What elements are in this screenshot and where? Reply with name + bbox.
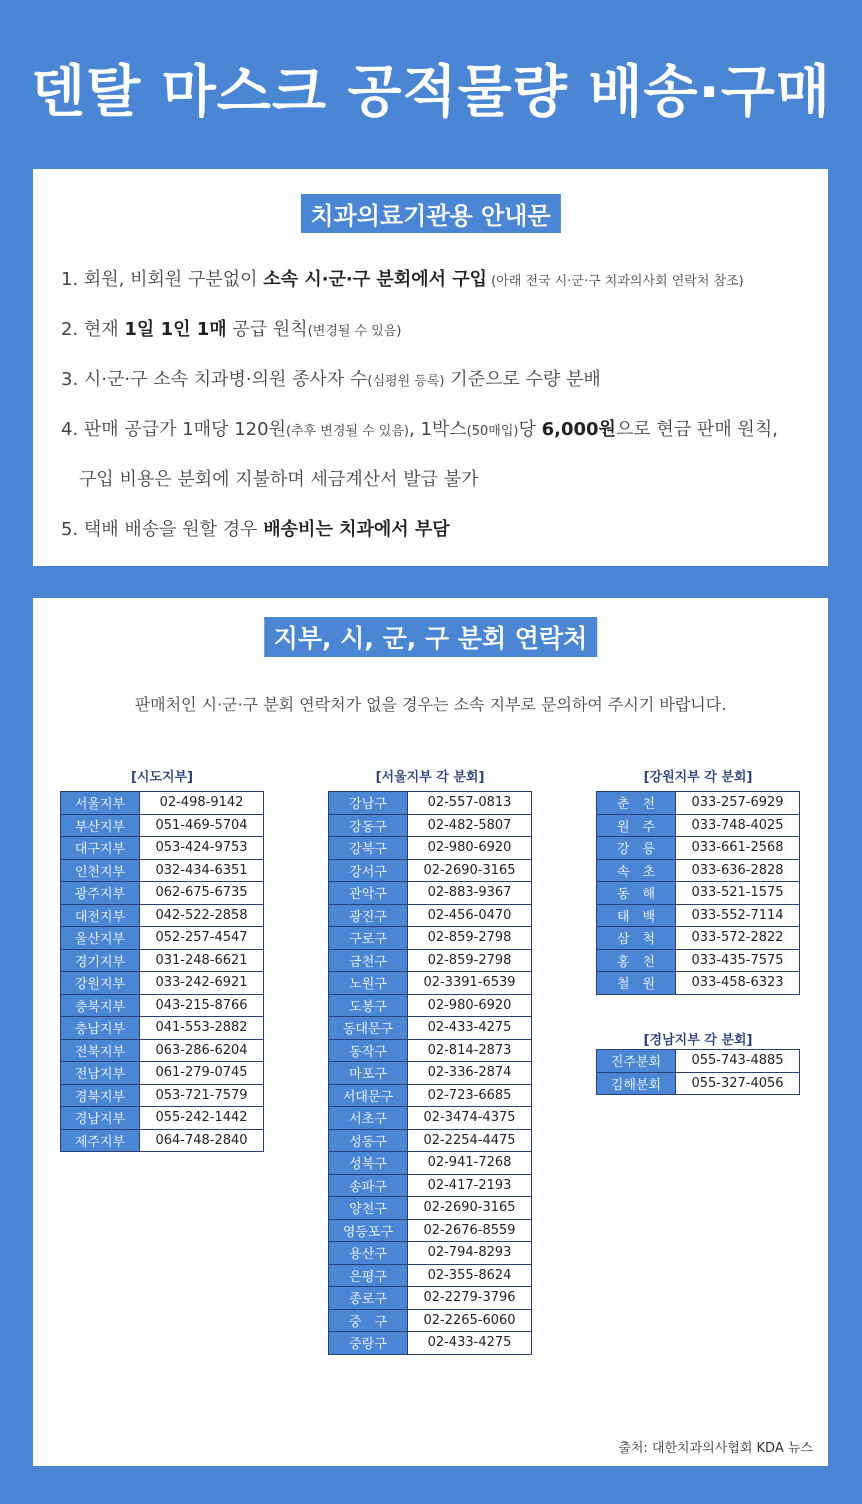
- table-row: [329, 949, 532, 972]
- table-row: [329, 837, 532, 860]
- table-row: [61, 882, 264, 905]
- phone-number: 02-2676-8559: [408, 1219, 532, 1242]
- region-name: 강남구: [329, 792, 408, 815]
- region-name: 광주지부: [61, 882, 140, 905]
- region-name: 대구지부: [61, 837, 140, 860]
- region-name: 춘 천: [597, 792, 676, 815]
- phone-number: 02-941-7268: [408, 1152, 532, 1175]
- guide-item-3: 3. 시·군·구 소속 치과병·의원 종사자 수(심평원 등록) 기준으로 수량 분배: [61, 369, 601, 390]
- phone-number: 033-748-4025: [676, 814, 800, 837]
- table-row: [329, 882, 532, 905]
- table-row: [329, 1084, 532, 1107]
- region-name: 중랑구: [329, 1332, 408, 1355]
- phone-number: 02-336-2874: [408, 1062, 532, 1085]
- guide-heading: 치과의료기관용 안내문: [300, 194, 560, 233]
- phone-number: 02-2690-3165: [408, 1197, 532, 1220]
- table-row: [61, 1129, 264, 1152]
- phone-number: 055-743-4885: [676, 1050, 800, 1073]
- region-name: 강원지부: [61, 972, 140, 995]
- table-row: [597, 859, 800, 882]
- contact-table-sido: [60, 791, 264, 1152]
- table-row: [329, 1219, 532, 1242]
- phone-number: 02-2690-3165: [408, 859, 532, 882]
- region-name: 서초구: [329, 1107, 408, 1130]
- table-row: [329, 1017, 532, 1040]
- phone-number: 033-661-2568: [676, 837, 800, 860]
- phone-number: 064-748-2840: [140, 1129, 264, 1152]
- table-row: [597, 904, 800, 927]
- region-name: 김해분회: [597, 1072, 676, 1095]
- region-name: 도봉구: [329, 994, 408, 1017]
- contacts-panel: [33, 598, 828, 1466]
- table-row: [597, 949, 800, 972]
- phone-number: 051-469-5704: [140, 814, 264, 837]
- table-row: [329, 1242, 532, 1265]
- region-name: 강북구: [329, 837, 408, 860]
- table-row: [61, 814, 264, 837]
- table-row: [597, 1072, 800, 1095]
- table-row: [597, 792, 800, 815]
- region-name: 경남지부: [61, 1107, 140, 1130]
- region-name: 전남지부: [61, 1062, 140, 1085]
- phone-number: 02-417-2193: [408, 1174, 532, 1197]
- source-credit: 출처: 대한치과의사협회 KDA 뉴스: [618, 1441, 813, 1456]
- region-name: 홍 천: [597, 949, 676, 972]
- table-row: [597, 927, 800, 950]
- region-name: 금천구: [329, 949, 408, 972]
- region-name: 서대문구: [329, 1084, 408, 1107]
- region-name: 충북지부: [61, 994, 140, 1017]
- guide-item-1: 1. 회원, 비회원 구분없이 소속 시·군·구 분회에서 구입 (아래 전국 시·군·구 치과의사회 연락처 참조): [61, 269, 744, 290]
- region-name: 양천구: [329, 1197, 408, 1220]
- region-name: 철 원: [597, 972, 676, 995]
- region-name: 원 주: [597, 814, 676, 837]
- region-name: 관악구: [329, 882, 408, 905]
- table-row: [61, 1062, 264, 1085]
- region-name: 용산구: [329, 1242, 408, 1265]
- table-row: [597, 972, 800, 995]
- phone-number: 02-859-2798: [408, 927, 532, 950]
- phone-number: 033-257-6929: [676, 792, 800, 815]
- guide-item-2: 2. 현재 1일 1인 1매 공급 원칙(변경될 수 있음): [61, 319, 402, 340]
- table-row: [329, 904, 532, 927]
- phone-number: 02-814-2873: [408, 1039, 532, 1062]
- phone-number: 02-980-6920: [408, 837, 532, 860]
- guide-item-4: 4. 판매 공급가 1매당 120원(추후 변경될 수 있음), 1박스(50매입)당 6,000원으로 현금 판매 원칙,: [61, 419, 778, 440]
- region-name: 동작구: [329, 1039, 408, 1062]
- table-row: [61, 1107, 264, 1130]
- phone-number: 053-424-9753: [140, 837, 264, 860]
- phone-number: 033-521-1575: [676, 882, 800, 905]
- table-row: [597, 814, 800, 837]
- table-row: [61, 792, 264, 815]
- phone-number: 02-355-8624: [408, 1264, 532, 1287]
- phone-number: 041-553-2882: [140, 1017, 264, 1040]
- region-name: 동 해: [597, 882, 676, 905]
- phone-number: 032-434-6351: [140, 859, 264, 882]
- phone-number: 02-2254-4475: [408, 1129, 532, 1152]
- phone-number: 02-3474-4375: [408, 1107, 532, 1130]
- table-row: [329, 1062, 532, 1085]
- phone-number: 031-248-6621: [140, 949, 264, 972]
- region-name: 울산지부: [61, 927, 140, 950]
- table-row: [329, 1332, 532, 1355]
- table-row: [329, 1152, 532, 1175]
- table-row: [61, 949, 264, 972]
- phone-number: 033-552-7114: [676, 904, 800, 927]
- table-row: [329, 1107, 532, 1130]
- region-name: 대전지부: [61, 904, 140, 927]
- table-row: [329, 1174, 532, 1197]
- contacts-heading: 지부, 시, 군, 구 분회 연락처: [264, 617, 598, 657]
- table-row: [329, 1197, 532, 1220]
- region-name: 성동구: [329, 1129, 408, 1152]
- phone-number: 02-859-2798: [408, 949, 532, 972]
- table-title-gyeongnam: [경남지부 각 분회]: [643, 1033, 753, 1048]
- table-row: [329, 1287, 532, 1310]
- table-row: [329, 814, 532, 837]
- phone-number: 042-522-2858: [140, 904, 264, 927]
- table-row: [61, 1084, 264, 1107]
- phone-number: 055-327-4056: [676, 1072, 800, 1095]
- phone-number: 02-456-0470: [408, 904, 532, 927]
- phone-number: 02-794-8293: [408, 1242, 532, 1265]
- phone-number: 02-723-6685: [408, 1084, 532, 1107]
- guide-panel: [33, 169, 828, 566]
- table-row: [61, 994, 264, 1017]
- phone-number: 063-286-6204: [140, 1039, 264, 1062]
- region-name: 강동구: [329, 814, 408, 837]
- region-name: 서울지부: [61, 792, 140, 815]
- table-row: [329, 972, 532, 995]
- phone-number: 02-482-5807: [408, 814, 532, 837]
- phone-number: 062-675-6735: [140, 882, 264, 905]
- phone-number: 033-242-6921: [140, 972, 264, 995]
- table-row: [61, 1039, 264, 1062]
- phone-number: 033-435-7575: [676, 949, 800, 972]
- region-name: 송파구: [329, 1174, 408, 1197]
- region-name: 영등포구: [329, 1219, 408, 1242]
- phone-number: 033-572-2822: [676, 927, 800, 950]
- region-name: 성북구: [329, 1152, 408, 1175]
- region-name: 동대문구: [329, 1017, 408, 1040]
- table-row: [329, 1129, 532, 1152]
- region-name: 중 구: [329, 1309, 408, 1332]
- region-name: 속 초: [597, 859, 676, 882]
- phone-number: 02-2279-3796: [408, 1287, 532, 1310]
- phone-number: 02-980-6920: [408, 994, 532, 1017]
- region-name: 삼 척: [597, 927, 676, 950]
- region-name: 노원구: [329, 972, 408, 995]
- table-row: [61, 837, 264, 860]
- contacts-notice: 판매처인 시·군·구 분회 연락처가 없을 경우는 소속 지부로 문의하여 주시기 바랍니다.: [134, 695, 727, 714]
- table-row: [597, 882, 800, 905]
- table-row: [61, 904, 264, 927]
- region-name: 진주분회: [597, 1050, 676, 1073]
- region-name: 강서구: [329, 859, 408, 882]
- region-name: 인천지부: [61, 859, 140, 882]
- phone-number: 02-883-9367: [408, 882, 532, 905]
- table-row: [329, 994, 532, 1017]
- region-name: 태 백: [597, 904, 676, 927]
- phone-number: 02-498-9142: [140, 792, 264, 815]
- region-name: 종로구: [329, 1287, 408, 1310]
- region-name: 강 릉: [597, 837, 676, 860]
- region-name: 경기지부: [61, 949, 140, 972]
- region-name: 부산지부: [61, 814, 140, 837]
- region-name: 제주지부: [61, 1129, 140, 1152]
- region-name: 구로구: [329, 927, 408, 950]
- table-row: [329, 859, 532, 882]
- contact-table-seoul: [328, 791, 532, 1355]
- region-name: 은평구: [329, 1264, 408, 1287]
- phone-number: 055-242-1442: [140, 1107, 264, 1130]
- contact-table-gyeongnam: [596, 1049, 800, 1095]
- table-row: [597, 1050, 800, 1073]
- phone-number: 02-3391-6539: [408, 972, 532, 995]
- region-name: 마포구: [329, 1062, 408, 1085]
- phone-number: 033-636-2828: [676, 859, 800, 882]
- region-name: 경북지부: [61, 1084, 140, 1107]
- phone-number: 02-433-4275: [408, 1017, 532, 1040]
- table-row: [329, 1264, 532, 1287]
- guide-item-4-cont: 구입 비용은 분회에 지불하며 세금계산서 발급 불가: [79, 469, 479, 490]
- phone-number: 061-279-0745: [140, 1062, 264, 1085]
- table-title-seoul: [서울지부 각 분회]: [375, 770, 485, 785]
- phone-number: 043-215-8766: [140, 994, 264, 1017]
- phone-number: 053-721-7579: [140, 1084, 264, 1107]
- phone-number: 052-257-4547: [140, 927, 264, 950]
- table-row: [329, 1039, 532, 1062]
- contact-table-gangwon: [596, 791, 800, 995]
- table-row: [597, 837, 800, 860]
- table-row: [329, 927, 532, 950]
- table-row: [61, 927, 264, 950]
- region-name: 충남지부: [61, 1017, 140, 1040]
- phone-number: 02-433-4275: [408, 1332, 532, 1355]
- table-row: [61, 1017, 264, 1040]
- phone-number: 033-458-6323: [676, 972, 800, 995]
- region-name: 광진구: [329, 904, 408, 927]
- guide-item-5: 5. 택배 배송을 원할 경우 배송비는 치과에서 부담: [61, 519, 450, 540]
- table-title-gangwon: [강원지부 각 분회]: [643, 770, 753, 785]
- table-row: [61, 972, 264, 995]
- table-title-sido: [시도지부]: [130, 770, 194, 785]
- table-row: [61, 859, 264, 882]
- table-row: [329, 792, 532, 815]
- region-name: 전북지부: [61, 1039, 140, 1062]
- phone-number: 02-2265-6060: [408, 1309, 532, 1332]
- table-row: [329, 1309, 532, 1332]
- page-title: 덴탈 마스크 공적물량 배송·구매: [30, 60, 831, 125]
- phone-number: 02-557-0813: [408, 792, 532, 815]
